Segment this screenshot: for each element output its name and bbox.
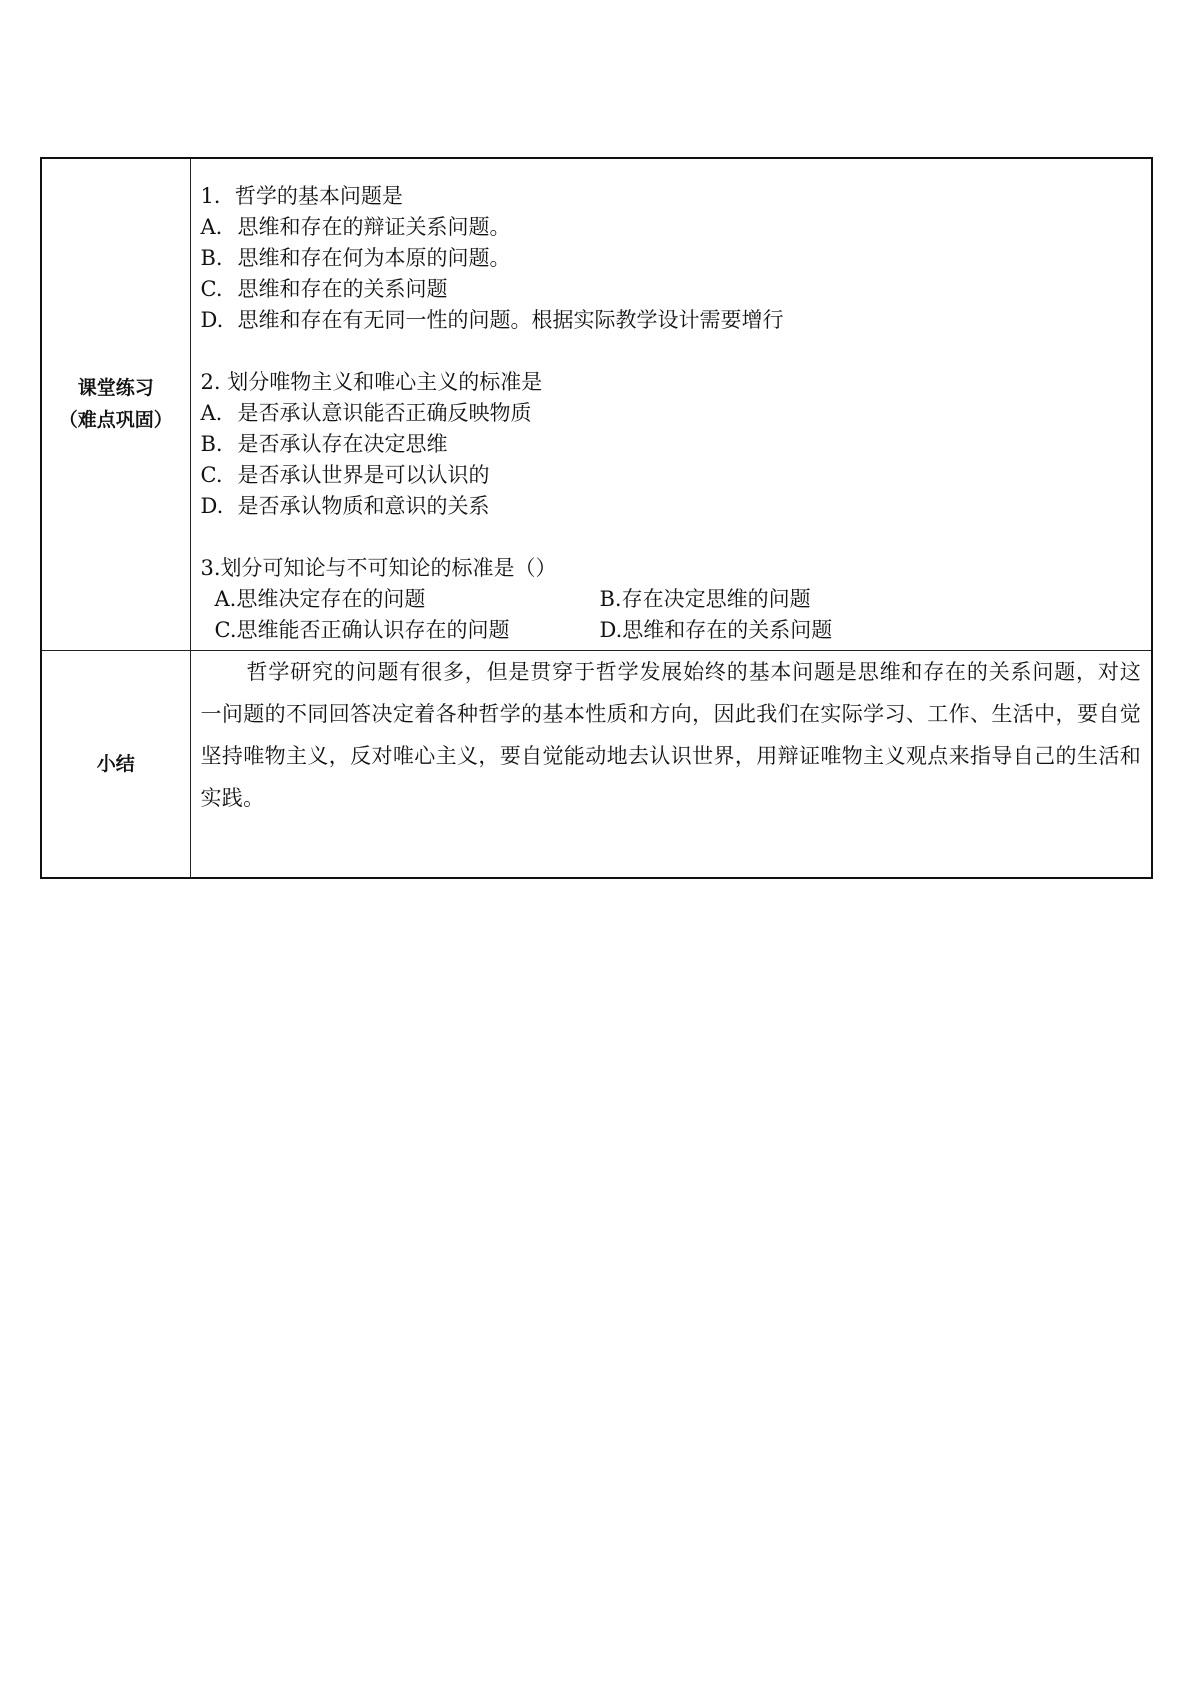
q2-option-d: D. 是否承认物质和意识的关系 bbox=[200, 494, 490, 518]
summary-label: 小结 bbox=[96, 752, 135, 775]
question-3 bbox=[201, 553, 1144, 646]
summary-text: 哲学研究的问题有很多，但是贯穿于哲学发展始终的基本问题是思维和存在的关系问题，对这一问题的不同回答决定着各种哲学的基本性质和方向，因此我们在实际学习、工作、生活中，要自觉坚持唯物主义，反对唯心主义，要自觉能动地去认识世界，用辩证唯物主义观点来指导自己的生活和实践。 bbox=[200, 659, 1141, 810]
spacer bbox=[201, 522, 1144, 553]
q1-option-c: C. 思维和存在的关系问题 bbox=[200, 277, 448, 301]
q3-option-b: B.存在决定思维的问题 bbox=[599, 587, 811, 611]
q1-option-d: D. 思维和存在有无同一性的问题。根据实际教学设计需要增行 bbox=[200, 308, 784, 332]
summary-label-cell bbox=[41, 650, 190, 878]
q2-option-a: A. 是否承认意识能否正确反映物质 bbox=[200, 401, 532, 425]
summary-row bbox=[41, 650, 1152, 878]
exercise-sublabel: （难点巩固） bbox=[58, 409, 173, 432]
exercise-label: 课堂练习 bbox=[77, 377, 154, 400]
question-1 bbox=[201, 181, 1144, 336]
lesson-plan-table bbox=[40, 157, 1153, 879]
q3-option-a: A.思维决定存在的问题 bbox=[214, 587, 426, 611]
exercise-content-cell bbox=[190, 158, 1152, 650]
exercise-row bbox=[41, 158, 1152, 650]
question-2 bbox=[201, 367, 1144, 522]
spacer bbox=[201, 336, 1144, 367]
question-2-stem: 2. 划分唯物主义和唯心主义的标准是 bbox=[200, 370, 543, 394]
q3-options bbox=[201, 584, 1144, 646]
q1-option-a: A. 思维和存在的辩证关系问题。 bbox=[200, 215, 511, 239]
q1-option-b: B. 思维和存在何为本原的问题。 bbox=[200, 246, 511, 270]
question-3-stem: 3.划分可知论与不可知论的标准是（） bbox=[200, 556, 557, 580]
q3-option-c: C.思维能否正确认识存在的问题 bbox=[214, 618, 510, 642]
q3-option-d: D.思维和存在的关系问题 bbox=[599, 618, 833, 642]
q2-option-c: C. 是否承认世界是可以认识的 bbox=[200, 463, 490, 487]
summary-content-cell bbox=[190, 650, 1152, 878]
exercise-label-cell bbox=[41, 158, 190, 650]
question-1-stem: 1．哲学的基本问题是 bbox=[200, 184, 403, 208]
q2-option-b: B. 是否承认存在决定思维 bbox=[200, 432, 448, 456]
